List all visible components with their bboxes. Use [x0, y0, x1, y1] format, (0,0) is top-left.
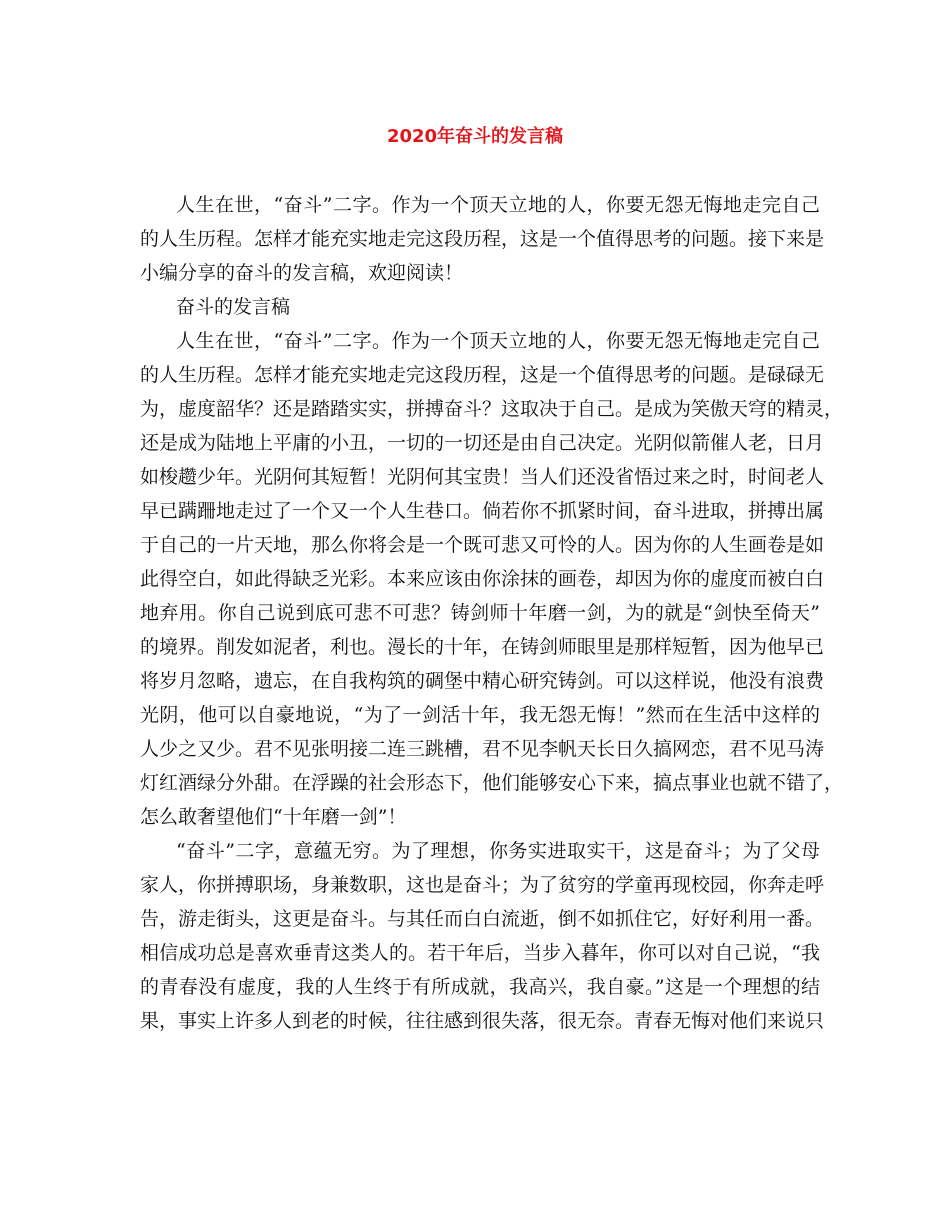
paragraph-line: 为，虚度韶华？还是踏踏实实，拼搏奋斗？这取决于自己。是成为笑傲天穹的精灵，	[140, 398, 844, 420]
paragraph-line: 家人，你拼搏职场，身兼数职，这也是奋斗；为了贫穷的学童再现校园，你奔走呼	[140, 874, 825, 896]
paragraph-line: 怎么敢奢望他们“十年磨一剑”！	[140, 806, 407, 828]
section-subheading: 奋斗的发言稿	[176, 296, 291, 318]
paragraph-line: 如梭趱少年。光阴何其短暂！光阴何其宝贵！当人们还没省悟过来之时，时间老人	[140, 466, 825, 488]
paragraph-line: “奋斗”二字，意蕴无穷。为了理想，你务实进取实干，这是奋斗；为了父母	[176, 840, 820, 862]
document-title: 2020年奋斗的发言稿	[386, 126, 564, 147]
paragraph-line: 于自己的一片天地，那么你将会是一个既可悲又可怜的人。因为你的人生画卷是如	[140, 534, 825, 556]
paragraph-line: 的人生历程。怎样才能充实地走完这段历程，这是一个值得思考的问题。接下来是	[140, 228, 825, 250]
paragraph-line: 的人生历程。怎样才能充实地走完这段历程，这是一个值得思考的问题。是碌碌无	[140, 364, 825, 386]
paragraph-line: 将岁月忽略，遗忘，在自我构筑的碉堡中精心研究铸剑。可以这样说，他没有浪费	[140, 670, 825, 692]
paragraph-line: 相信成功总是喜欢垂青这类人的。若干年后，当步入暮年，你可以对自己说，“我	[140, 942, 820, 964]
paragraph-line: 果，事实上许多人到老的时候，往往感到很失落，很无奈。青春无悔对他们来说只	[140, 1010, 825, 1032]
paragraph-line: 此得空白，如此得缺乏光彩。本来应该由你涂抹的画卷，却因为你的虚度而被白白	[140, 568, 825, 590]
paragraph-line: 早已蹒跚地走过了一个又一个人生巷口。倘若你不抓紧时间，奋斗进取，拼搏出属	[140, 500, 825, 522]
paragraph-line: 光阴，他可以自豪地说，“为了一剑活十年，我无怨无悔！”然而在生活中这样的	[140, 704, 820, 726]
paragraph-line: 人生在世，“奋斗”二字。作为一个顶天立地的人，你要无怨无悔地走完自己	[176, 194, 820, 216]
intro-paragraph	[140, 188, 825, 290]
document-body	[140, 188, 844, 1038]
paragraph-line: 灯红酒绿分外甜。在浮躁的社会形态下，他们能够安心下来，搞点事业也就不错了，	[140, 772, 844, 794]
paragraph-line: 的境界。削发如泥者，利也。漫长的十年，在铸剑师眼里是那样短暂，因为他早已	[140, 636, 825, 658]
paragraph-line: 告，游走街头，这更是奋斗。与其任而白白流逝，倒不如抓住它，好好利用一番。	[140, 908, 825, 930]
body-paragraph-1	[140, 324, 844, 834]
paragraph-line: 地弃用。你自己说到底可悲不可悲？铸剑师十年磨一剑，为的就是“剑快至倚天”	[140, 602, 820, 624]
body-paragraph-2	[140, 834, 825, 1038]
paragraph-line: 的青春没有虚度，我的人生终于有所成就，我高兴，我自豪。”这是一个理想的结	[140, 976, 820, 998]
paragraph-line: 小编分享的奋斗的发言稿，欢迎阅读！	[140, 262, 464, 284]
paragraph-line: 人少之又少。君不见张明接二连三跳槽，君不见李帆天长日久搞网恋，君不见马涛	[140, 738, 825, 760]
paragraph-line: 还是成为陆地上平庸的小丑，一切的一切还是由自己决定。光阴似箭催人老，日月	[140, 432, 825, 454]
paragraph-line: 人生在世，“奋斗”二字。作为一个顶天立地的人，你要无怨无悔地走完自己	[176, 330, 820, 352]
